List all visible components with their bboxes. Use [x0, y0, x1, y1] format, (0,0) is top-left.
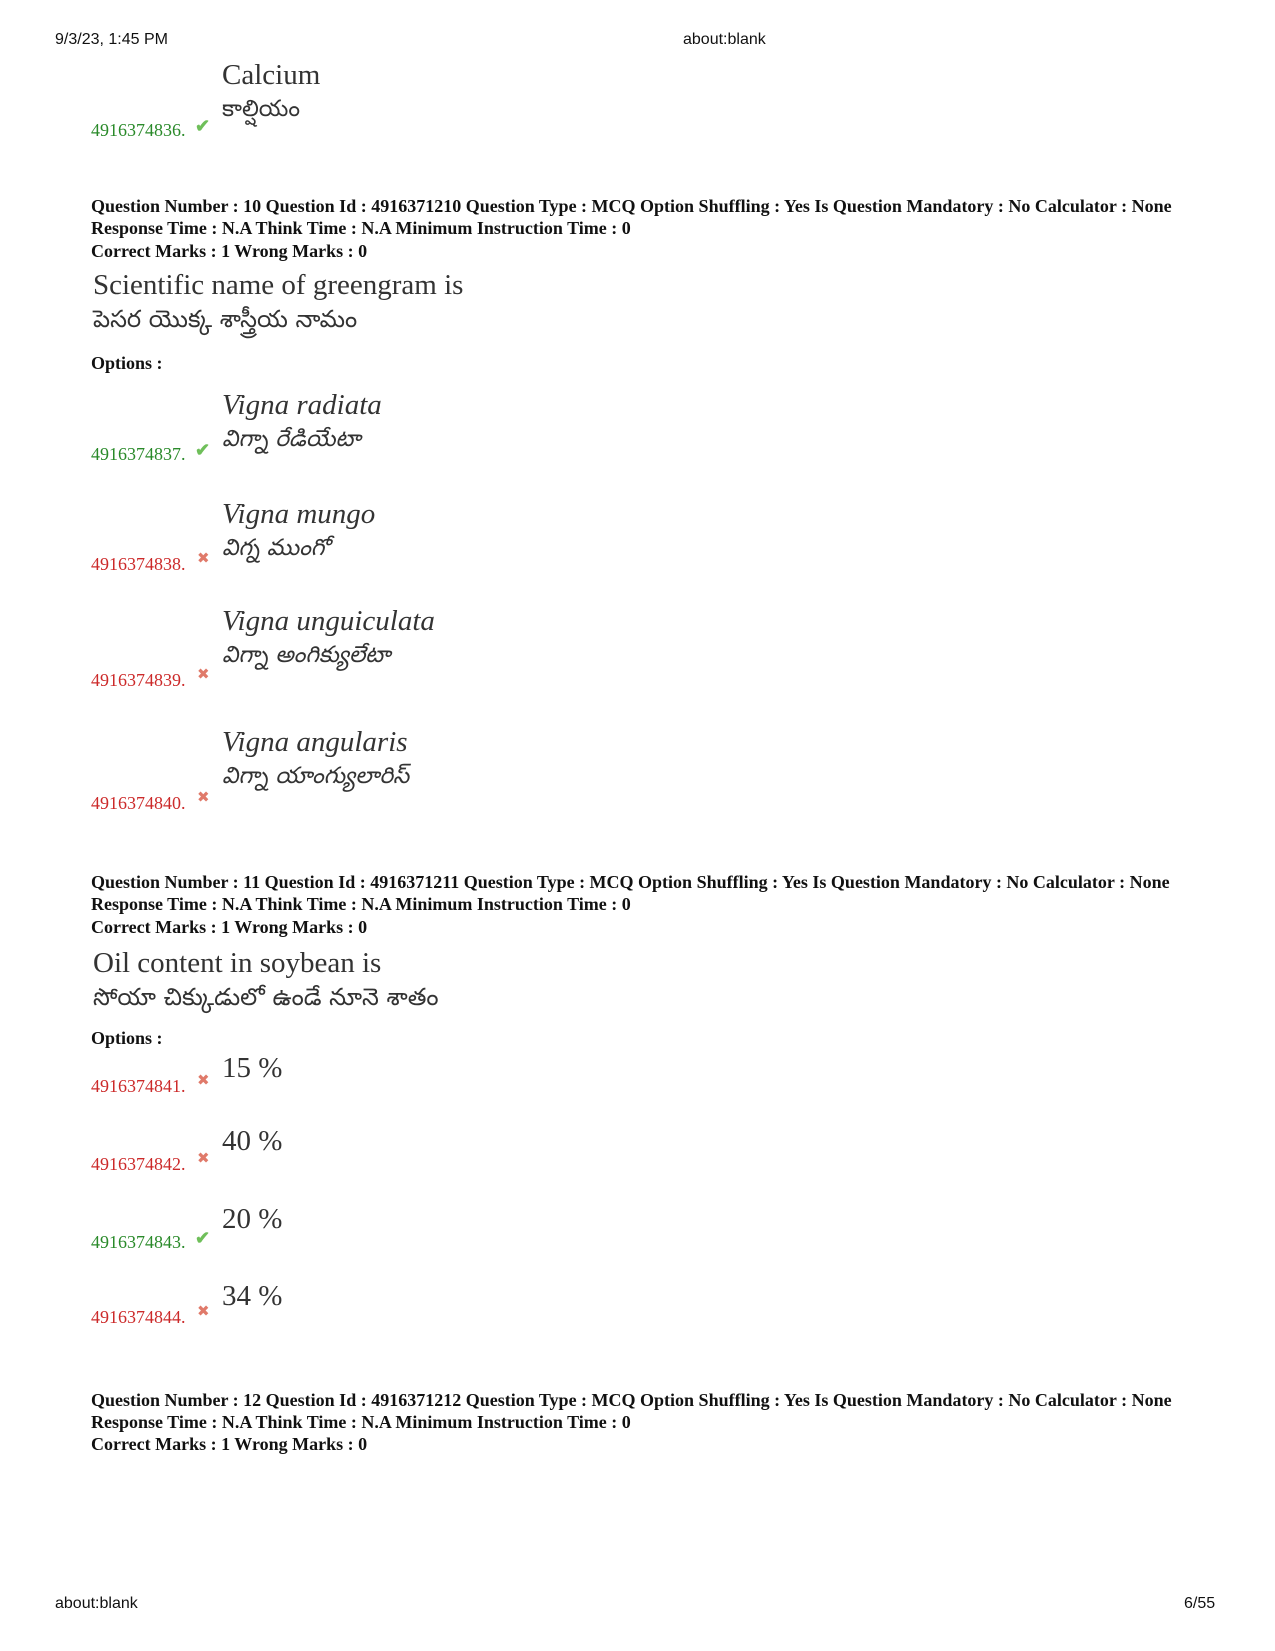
- question-meta: Question Number : 10 Question Id : 4916371210 Question Type : MCQ Option Shuffling : Yes Is Question Mandatory : No Calculator : None Response Time : N.A Think Time : N.A Minimum Instruction Time : 0: [91, 196, 1172, 238]
- option-text: Calcium కాల్షియం: [222, 59, 321, 122]
- option-text: 40 %: [222, 1125, 283, 1157]
- option-text: Vigna mungo విగ్న ముంగో: [222, 498, 376, 561]
- question-marks: Correct Marks : 1 Wrong Marks : 0: [91, 1434, 368, 1454]
- cross-icon: ✖: [197, 667, 210, 683]
- check-icon: ✔: [195, 1228, 211, 1248]
- option-id: 4916374843.: [91, 1232, 186, 1252]
- question-marks: Correct Marks : 1 Wrong Marks : 0: [91, 917, 368, 937]
- question-text: Scientific name of greengram is పెసర యొక్క శాస్త్రీయ నామం: [93, 269, 464, 333]
- option-text: 34 %: [222, 1280, 283, 1312]
- page-number: 6/55: [1184, 1595, 1216, 1612]
- option-text: Vigna radiata విగ్నా రేడియేటా: [222, 389, 382, 452]
- option-id: 4916374842.: [91, 1154, 186, 1174]
- cross-icon: ✖: [197, 1073, 210, 1089]
- print-url: about:blank: [683, 31, 766, 48]
- footer-url: about:blank: [55, 1595, 138, 1612]
- option-id: 4916374840.: [91, 793, 186, 813]
- options-label: Options :: [91, 1028, 163, 1048]
- option-text: 20 %: [222, 1203, 283, 1235]
- cross-icon: ✖: [197, 551, 210, 567]
- question-text: Oil content in soybean is సోయా చిక్కుడులో ఉండే నూనె శాతం: [93, 947, 439, 1011]
- options-label: Options :: [91, 353, 163, 373]
- question-marks: Correct Marks : 1 Wrong Marks : 0: [91, 241, 368, 261]
- option-id: 4916374844.: [91, 1307, 186, 1327]
- check-icon: ✔: [195, 440, 211, 460]
- option-id: 4916374841.: [91, 1076, 186, 1096]
- check-icon: ✔: [195, 116, 211, 136]
- question-meta: Question Number : 11 Question Id : 4916371211 Question Type : MCQ Option Shuffling : Yes Is Question Mandatory : No Calculator : None Response Time : N.A Think Time : N.A Minimum Instruction Time : 0: [91, 872, 1170, 914]
- print-datetime: 9/3/23, 1:45 PM: [55, 31, 168, 48]
- question-meta: Question Number : 12 Question Id : 4916371212 Question Type : MCQ Option Shuffling : Yes Is Question Mandatory : No Calculator : None Response Time : N.A Think Time : N.A Minimum Instruction Time : 0: [91, 1390, 1172, 1432]
- option-id: 4916374836.: [91, 120, 186, 140]
- option-text: 15 %: [222, 1052, 283, 1084]
- cross-icon: ✖: [197, 1304, 210, 1320]
- option-id: 4916374837.: [91, 444, 186, 464]
- cross-icon: ✖: [197, 790, 210, 806]
- option-text: Vigna unguiculata విగ్నా అంగిక్యులేటా: [222, 605, 435, 668]
- cross-icon: ✖: [197, 1151, 210, 1167]
- option-id: 4916374838.: [91, 554, 186, 574]
- option-text: Vigna angularis విగ్నా యాంగ్యులారిస్: [222, 726, 410, 789]
- option-id: 4916374839.: [91, 670, 186, 690]
